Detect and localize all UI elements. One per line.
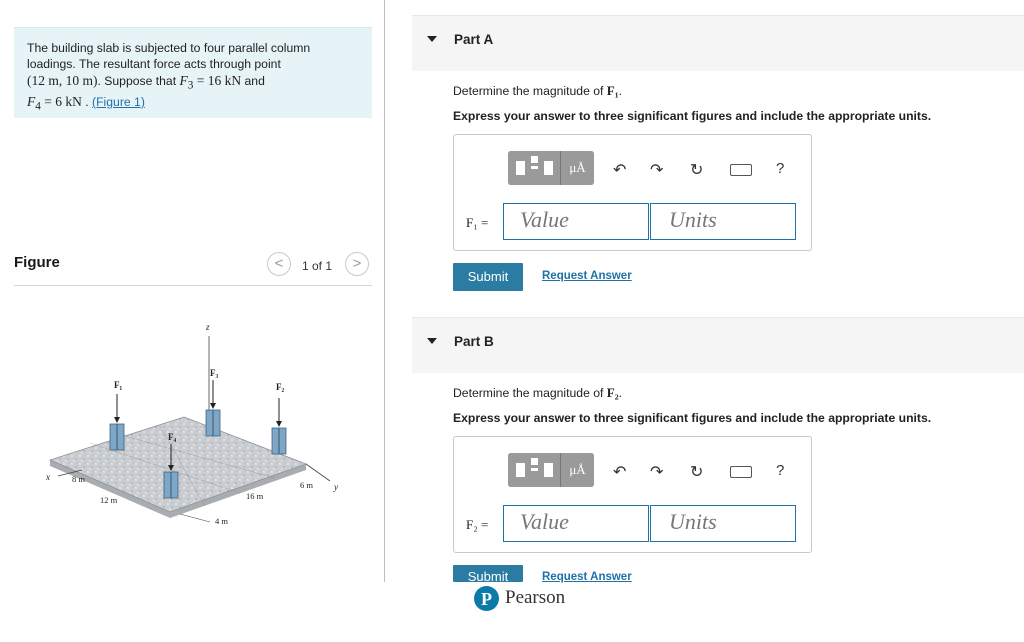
help-icon[interactable]: ? [776, 160, 785, 177]
part-a-title[interactable]: Part A [454, 32, 494, 47]
slab-figure [30, 318, 370, 540]
arrow-f1 [114, 394, 120, 423]
label-f4: F₄ [168, 432, 177, 442]
z-axis-label: z [206, 322, 210, 332]
part-a-units-input[interactable]: Units [650, 203, 796, 240]
f4-value: = 6 kN [40, 94, 82, 110]
template-icon[interactable] [508, 453, 561, 487]
reset-icon[interactable]: ↻ [690, 162, 704, 179]
column-f3 [206, 410, 220, 436]
templates-button[interactable] [508, 453, 594, 487]
part-b-var-label: F₂ = [466, 517, 489, 532]
arrow-f2 [276, 398, 282, 427]
x-axis-label: x [46, 472, 50, 482]
f4-subscript: 4 [35, 100, 41, 113]
part-b-answer-box [453, 436, 812, 553]
problem-point: (12 m, 10 m) [27, 72, 98, 88]
pearson-wordmark: Pearson [505, 587, 566, 608]
part-a-answer-box [453, 134, 812, 251]
label-f1: F₁ [114, 380, 123, 390]
dim-6m: 6 m [300, 480, 313, 490]
panel-divider [384, 0, 385, 582]
problem-panel [0, 0, 385, 582]
y-axis [306, 464, 330, 481]
label-f3: F₃ [210, 368, 219, 378]
undo-icon[interactable]: ↶ [613, 464, 627, 481]
redo-icon[interactable]: ↷ [650, 162, 664, 179]
figure-counter: 1 of 1 [302, 259, 333, 273]
label-f2: F₂ [276, 382, 285, 392]
caret-down-icon[interactable] [427, 36, 437, 42]
f4-symbol: F [27, 94, 36, 110]
part-a-question: Determine the magnitude of F₁. [453, 83, 623, 98]
figure-link[interactable]: (Figure 1) [92, 95, 145, 110]
units-symbol-button[interactable]: μÅ [561, 151, 594, 185]
part-b-value-input[interactable]: Value [503, 505, 649, 542]
dim-4m: 4 m [215, 516, 228, 526]
units-symbol-button[interactable]: μÅ [561, 453, 594, 487]
column-f1 [110, 424, 124, 450]
undo-icon[interactable]: ↶ [613, 162, 627, 179]
part-a-submit-button[interactable]: Submit [453, 263, 523, 291]
part-b-variable: F₂ [606, 385, 619, 400]
part-b-submit-button[interactable]: Submit [453, 565, 523, 582]
part-b-header[interactable] [412, 317, 1024, 373]
dim-16m: 16 m [246, 491, 264, 501]
keyboard-icon[interactable] [730, 164, 752, 176]
f3-subscript: 3 [187, 79, 194, 92]
f3-value: = 16 kN [193, 72, 242, 88]
dim-12m: 12 m [100, 495, 118, 505]
keyboard-icon[interactable] [730, 466, 752, 478]
dim-line [180, 514, 210, 522]
part-a-header[interactable] [412, 15, 1024, 71]
part-a-var-label: F₁ = [466, 215, 489, 230]
problem-text-2: . Suppose that [97, 73, 177, 88]
figure-title: Figure [14, 254, 60, 271]
part-a-request-answer-link[interactable]: Request Answer [542, 270, 632, 282]
part-b-instruction: Express your answer to three significant figures and include the appropriate units. [453, 411, 932, 425]
help-icon[interactable]: ? [776, 462, 785, 479]
dim-8m: 8 m [72, 474, 85, 484]
caret-down-icon[interactable] [427, 338, 437, 344]
part-b-units-input[interactable]: Units [650, 505, 796, 542]
templates-button[interactable] [508, 151, 594, 185]
f3-symbol: F [179, 72, 188, 88]
column-f2 [272, 428, 286, 454]
figure-next-button[interactable]: > [345, 252, 369, 276]
part-a-variable: F₁ [606, 83, 619, 98]
redo-icon[interactable]: ↷ [650, 464, 664, 481]
part-a-value-input[interactable]: Value [503, 203, 649, 240]
column-f4 [164, 472, 178, 498]
arrow-f3 [210, 380, 216, 409]
problem-text-1: The building slab is subjected to four parallel column loadings. The resultant force acts through point [27, 41, 311, 71]
part-a-instruction: Express your answer to three significant figures and include the appropriate units. [453, 109, 932, 123]
part-b-question: Determine the magnitude of F₂. [453, 385, 623, 400]
y-axis-label: y [334, 482, 338, 492]
figure-header [14, 254, 372, 286]
problem-text-3: and [241, 73, 265, 88]
part-b-request-answer-link[interactable]: Request Answer [542, 571, 632, 583]
figure-prev-button[interactable]: < [267, 252, 291, 276]
problem-text-4: . [81, 95, 93, 110]
reset-icon[interactable]: ↻ [690, 464, 704, 481]
template-icon[interactable] [508, 151, 561, 185]
pearson-logo: P [474, 586, 499, 611]
part-b-title[interactable]: Part B [454, 334, 494, 349]
problem-statement [14, 27, 372, 118]
